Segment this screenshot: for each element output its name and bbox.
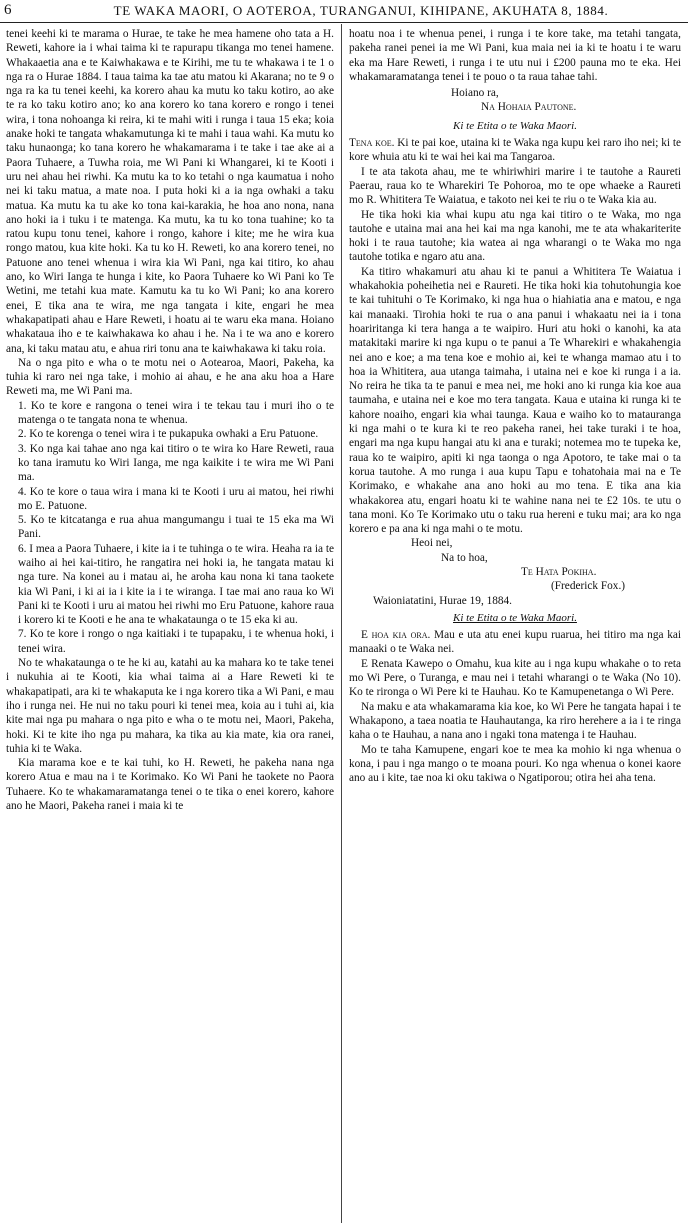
letter-paragraph: Na o nga pito e wha o te motu nei o Aotearoa, Maori, Pakeha, ka tuhia ki raro nei nga take, i mohio ai ahau, e he ana aku hoa a Hare Reweti ma, me Wi Pani ma.: [6, 356, 334, 398]
letter-salutation: Tena koe.: [349, 137, 395, 150]
numbered-item: 7. Ko te kore i rongo o nga kaitiaki i te tupapaku, i te whenua hoki, i tenei wira.: [18, 628, 334, 655]
numbered-item: 2. Ko te korenga o tenei wira i te pukapuka owhaki a Eru Patuone.: [18, 428, 319, 441]
letter-paragraph: No te whakataunga o te he ki au, katahi au ka mahara ko te take tenei i nukuhia ai te Kooti, kia whai taima ai a Hare Reweti ki te whakapatipati, ara ki te whakaputa ke i nga korero tika a Wi Pani, e mau iho i runga nei. He nui no taku pouri ki tenei mea, koia au i tuhi ai, kia kite mai nga pu mahara o nga pito e wha o te motu nei, Maori, Pakeha, hoki. Ki te kite iho nga pu mahara, ka tika au kia mate, kia ora ranei, tuhia ki te Waka.: [6, 657, 334, 755]
letter-paragraph: Mau e uta atu enei kupu ruarua, hei titiro ma nga kai manaaki o te Waka nei.: [349, 629, 681, 656]
letter-paragraph: E Renata Kawepo o Omahu, kua kite au i nga kupu whakahe o to reta mo Wi Pere, o Turanga, e mau nei i tetahi wharangi o te Waka (No 10). Ko te rironga o Wi Pere ki te Hauhau. Ko te Kamupenetanga o Wi Pere.: [349, 657, 681, 699]
letter-paragraph: Mo te taha Kamupene, engari koe te mea ka mohio ki nga whenua o kona, i pau i nga mango o te moana pouri. Ko nga whenua o konei kaore ano au i kite, tae noa ki oku takiwa o Ngatiporou; otira hei aha tena.: [349, 743, 681, 785]
letter-paragraph: He tika hoki kia whai kupu atu nga kai titiro o te Waka, mo nga tautohe e utaina mai ana hei kai ma nga kanohi, me te ata whakariterite hoki i te raua tautohe; kia watea ai nga wharangi o te Waka mo nga tautohe totika e ngaro atu ana.: [349, 208, 681, 264]
letter-closing: Na to hoa,: [441, 551, 488, 564]
letter-paragraph: hoatu noa i te whenua penei, i runga i te kore take, ma tetahi tangata, pakeha ranei penei ia me Wi Pani, kua maia nei ia ki te hoatu i te waru eka ma Hare Reweti, i runga i te utu nui i £200 pauna mo te eka. Hei whakamaramatanga tenei i te pouo o ta raua tahae tahi.: [349, 28, 681, 83]
numbered-item: 4. Ko te kore o taua wira i mana ki te Kooti i uru ai matou, hei riwhi mo E. Patuone.: [18, 485, 334, 512]
page-header: [0, 0, 688, 23]
letter-paragraph: Ki te pai koe, utaina ki te Waka nga kupu kei raro iho nei; ki te kore whuia atu ki te wai hei kai ma Tangaroa.: [349, 137, 681, 164]
letter-closing: Heoi nei,: [411, 537, 453, 550]
left-column: [6, 27, 334, 1219]
letter-paragraph: tenei keehi ki te marama o Hurae, te take he mea hamene oho tata a H. Reweti, kahore ia i whai taima ki te rapurapu tikanga mo tenei hamene. Whakaaetia ana e te Kaiwhakawa e te Kirihi, me tu te whakawa i te 1 o nga ra o Hurae 1884. I taua taima ka tae atu matou ki Akarana; no te 9 o nga ra ka tu tenei keehi, ka korero ahau ka mutu ko taku kotiro, ao ake te ra ko taku kotiro ano; ko ana korero ko tana korero e rongo i tenei wira, i tona nohoanga ki reira, ki te mahi witi i runga i taua 15 eka; koia anake hoki te tangata whakamutunga ki te mahi i taua wahi. Ka mutu ko taku hunaonga; ko tana korero he whakamarama i te take i tae ake ai a Paora Tuhaere, a Tuwha roia, me Wi Pani ki Whangarei, ki te Kooti i uru nei ahau hei riwhi. Ka mutu ka to ko tetahi o nga kaumatua i noho nei ki taku matua, a mate noa. I puta hoki ki a ia nga owhaki a taku matua. Ka mutu ka tu ake ko tona kai-karakia, he hoa ano nona, nana ano hoki ia i tuku i te matenga. Ka mutu, ka tu ko tona tuahine; ko ta ratou kupu tonu tenei, kahore i rongo, kahore i kite; me he wira kua rongo matou, kua kite hoki. Ka tu ko H. Reweti, ko ana korero tenei, no Patuone ano tenei whenua i wira kia Wi Pani, nga kai titiro, ko ahau ano, ko Wiri Ianga te hunga i kite, ko Paora Tuhaere ko Wi Pani ko Te Wetini, me tetahi kua mate. Kamutu ka tu ko Wi Pani; ko ana korero enei, E tika ana te wira, me nga tangata i kite, engari he mea whakapatipati ahau e Hare Reweti, i hoatu ai te waru eka mana. Hoiano whakataua iho e te kaiwhakawa ko ahau i he. Na i te wa ano e korero ana, ki taku matau atu, e ahua riri tonu ana te kaiwhakawa ki taku roia.: [6, 28, 334, 355]
letter-heading: Ki te Etita o te Waka Maori.: [453, 611, 577, 624]
letter-heading: Ki te Etita o te Waka Maori.: [453, 119, 577, 132]
newspaper-running-title: TE WAKA MAORI, O AOTEROA, TURANGANUI, KIHIPANE, AKUHATA 8, 1884.: [113, 3, 609, 18]
letter-place-date: Waioniatatini, Hurae 19, 1884.: [373, 594, 513, 607]
letter-closing: Hoiano ra,: [451, 87, 499, 100]
letter-signature-english: (Frederick Fox.): [551, 580, 626, 593]
letter-signature: Te Hata Pokiha.: [521, 565, 597, 578]
letter-paragraph: Na maku e ata whakamarama kia koe, ko Wi Pere he tangata hapai i te Whakapono, a taea noatia te Hauhautanga, ka riro herehere a ia i te ringa kaha o te Hauhau, a nana ano i ngaki tona matenga i te Hauhau.: [349, 700, 681, 742]
letter-paragraph: Kia marama koe e te kai tuhi, ko H. Reweti, he pakeha nana nga korero Atua e mau na i te Korimako. Ko Wi Pani he taokete no Paora Tuhaere. Ko te whakamaramatanga tenei o te tika o enei korero, kahore ano he Maori, Pakeha ranei i maia ki te: [6, 757, 334, 813]
page-number: 6: [4, 2, 12, 18]
letter-salutation: E hoa kia ora.: [361, 629, 431, 642]
numbered-item: 3. Ko nga kai tahae ano nga kai titiro o te wira ko Hare Reweti, raua ko tana iramutu ko Wiri Ianga, me nga kaikite i te wira me Wi Pani ma.: [18, 442, 334, 484]
numbered-item: 6. I mea a Paora Tuhaere, i kite ia i te tuhinga o te wira. Heaha ra ia te waiho ai hei kai-titiro, he rangatira nei hoki ia, he tangata matau ki nga ture. Na konei au i matau ai, he aroha kau nona ki tana taokete kia Wi Pani, i ki ai ia i kite ia i te wiranga. I tae mai ano raua ko Wi Pani ki te Kooti i uru ai matou hei riwhi mo Eru Patuone, kahore raua i korero ki te Kooti e he ana te whakataunga o te 15 eka ki au.: [18, 542, 334, 627]
letter-signature: Na Hohaia Pautone.: [481, 101, 577, 114]
numbered-item: 5. Ko te kitcatanga e rua ahua mangumangu i tuai te 15 eka ma Wi Pani.: [18, 514, 334, 541]
right-column: [349, 27, 681, 1219]
letter-paragraph: Ka titiro whakamuri atu ahau ki te panui a Whititera Te Waiatua i whakahokia poheihetia nei e Raureti. He tika hoki kia tohutohungia koe te kai tuhituhi o Te Korimako, ki nga hua o hiahiatia ana e matou, e nga kai manaaki. Tirohia hoki te rua o ana panui i whakaatu nei ia i tona hoariritanga ki tera hanga a te waipiro. Huri atu hoki o kanohi, ka ata matakitaki marire ki nga kupu o te panui a Te Wharekiri e whakahengia nei ano e koe; a ma tena koe e mohio ai, kei te whanga mamao atu i to hoa ia Whititera, aua utanga taimaha, i utaina nei e koe ki runga i a ia. No reira he tika ta te panui e mea nei, me hoki ano ki runga kia koe aua taumaha, e utaina nei e koe mo tera tangata. Kaua e utaina ki runga ki te kahore noaiho, engari kia whai taunga. Kaua e waiho ko to matauranga ki nga mahi o te kura ki te reo pakeha ranei, hei take turaki i te hoa, engari ma nga kupu hangai atu ki ana e turaki; notemea mo te tupeka ke, raua ko te waipiro, apiti ki nga taonga o nga Apotoro, te take mai o ta korua tautohe. A mo runga i aua kupu Tapu e tohatohaia mai na e Te Korimako, e whakahe ana ano hoki au mo tena. E tika ana kia whakakorea atu, engari hoatu ki te wahine nana nei te £2 10s. te utu o tana moni. Ko Te Korimako utu o taku rua hereni e tuku mai; ara ko nga korero e pa ana ki nga mahi o te motu.: [349, 265, 681, 536]
letter-paragraph: I te ata takota ahau, me te whiriwhiri marire i te tautohe a Raureti Paerau, raua ko te Wharekiri Te Pohoroa, mo te ope whaeke a Raureti mo R. Whititera Te Waiatua, e takoto nei kei te riu o te Waka kia au.: [349, 165, 681, 207]
numbered-item: 1. Ko te kore e rangona o tenei wira i te tekau tau i muri iho o te matenga o te tangata nona te whenua.: [18, 399, 334, 427]
column-divider: [341, 24, 342, 1223]
